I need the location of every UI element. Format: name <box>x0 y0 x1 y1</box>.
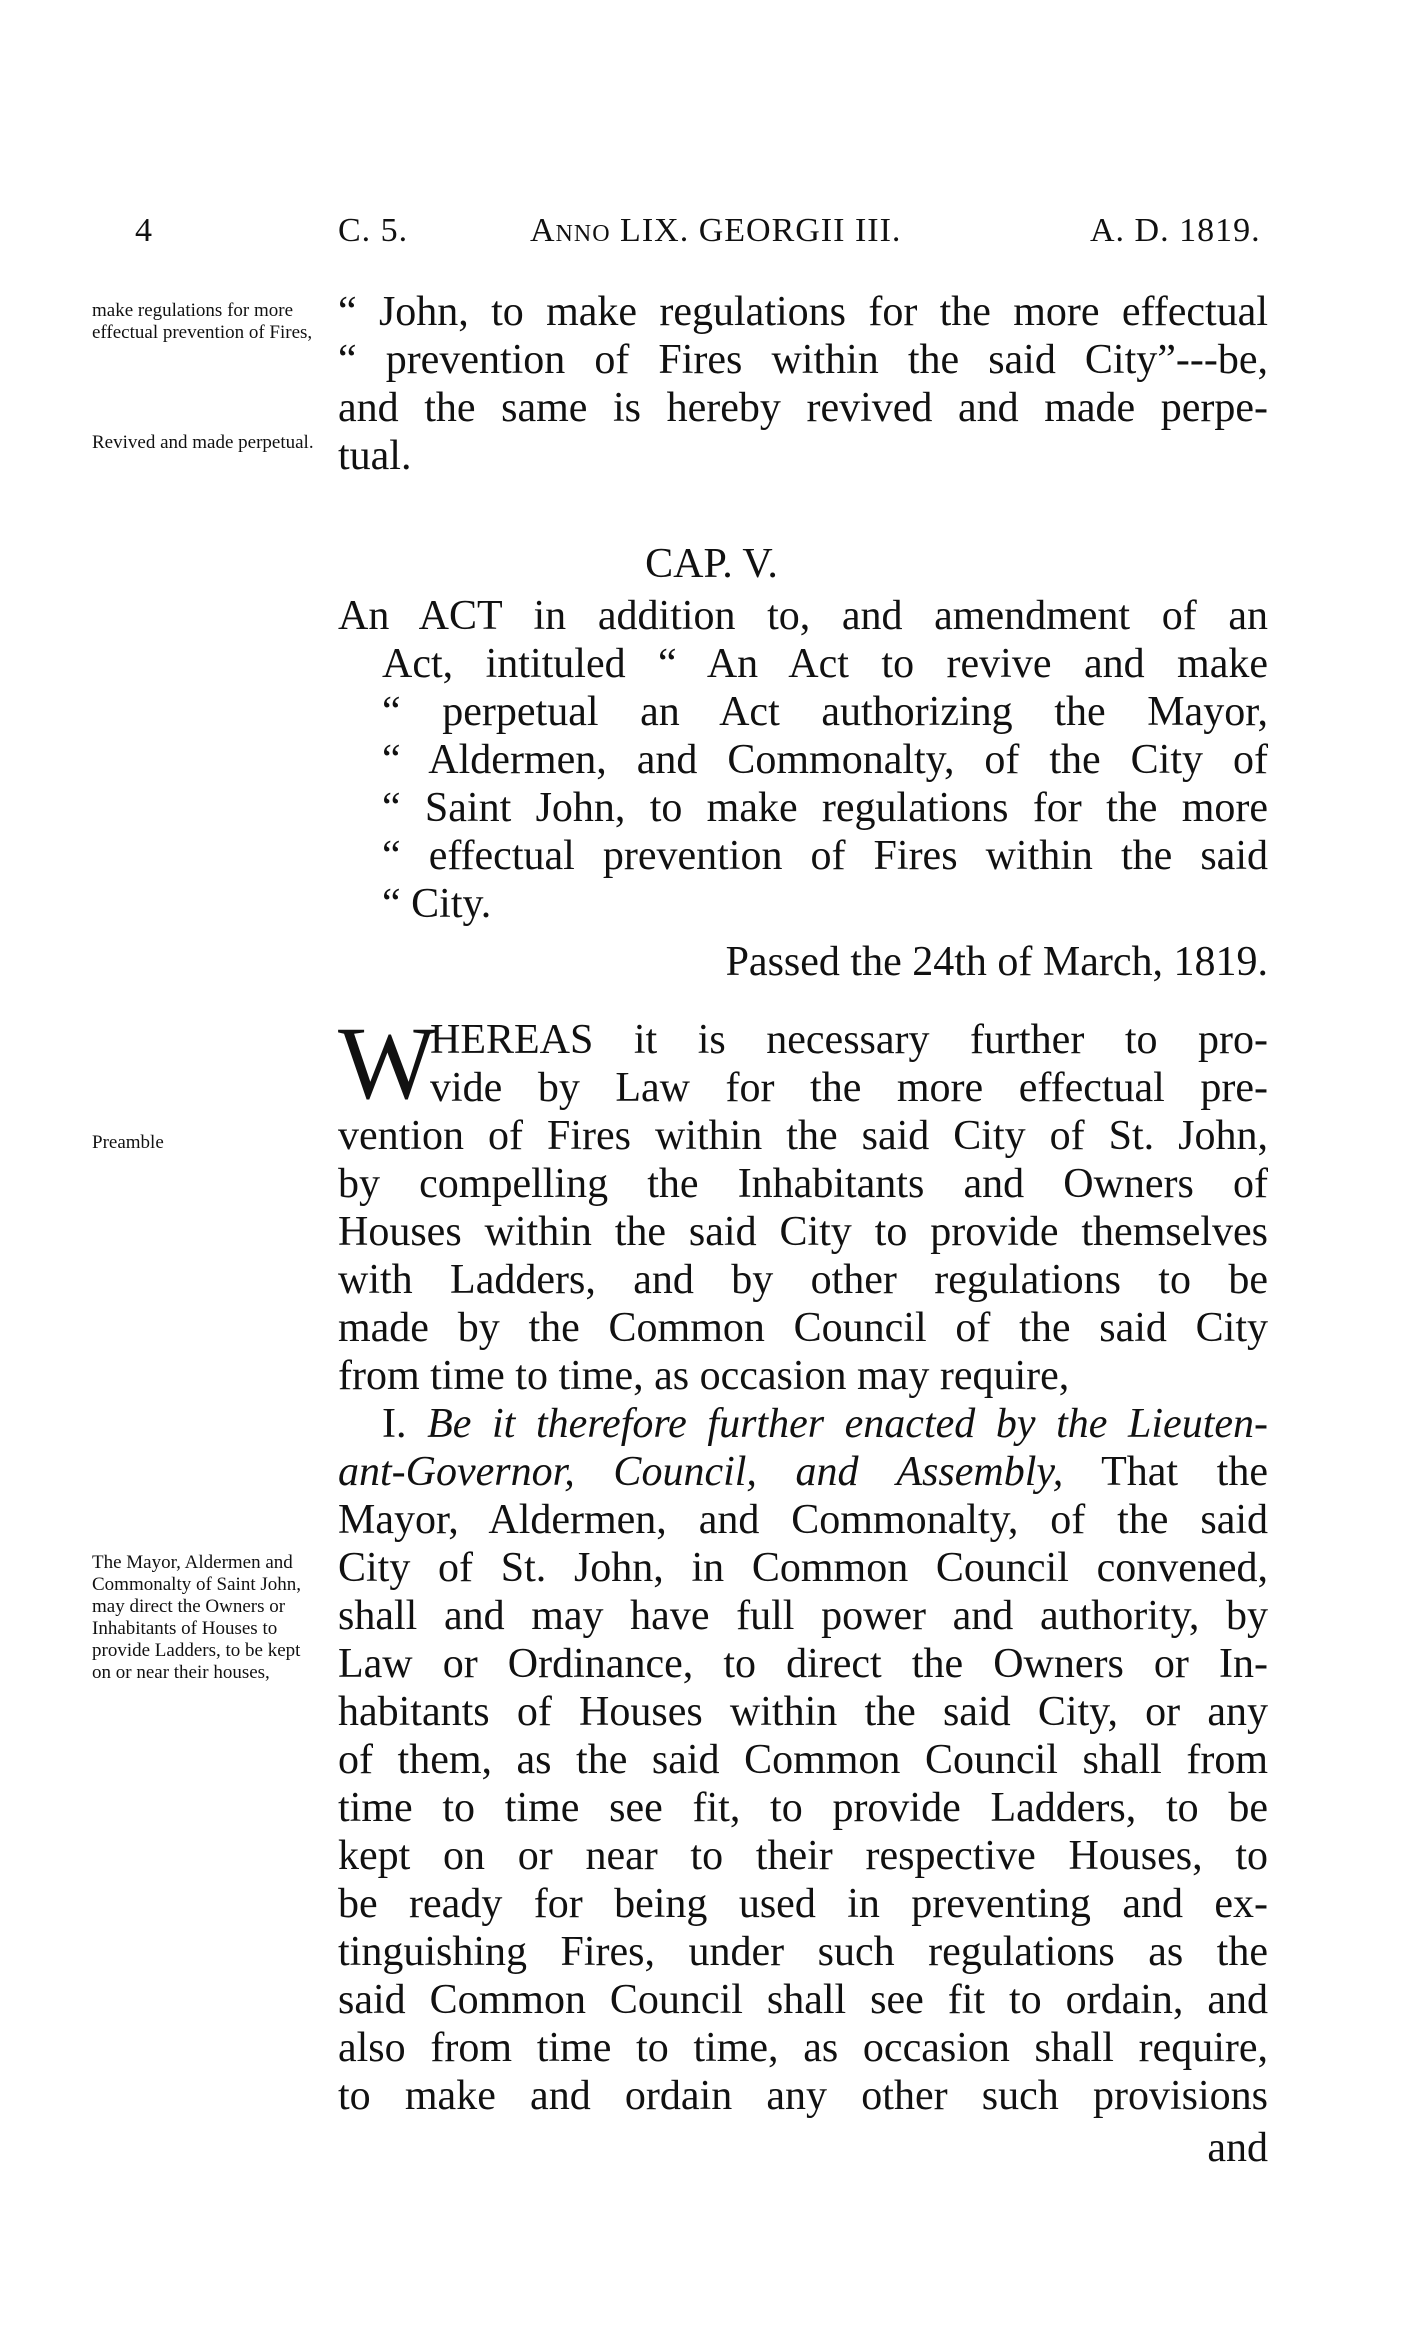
section-1-line-12: tinguishing Fires, under such regulations as the <box>338 1929 1268 1975</box>
section-1-line-6: Law or Ordinance, to direct the Owners or In- <box>338 1641 1268 1687</box>
section-1-line-14: also from time to time, as occasion shall require, <box>338 2025 1268 2071</box>
section-1-line-13: said Common Council shall see fit to ordain, and <box>338 1977 1268 2023</box>
section-1-line-10: kept on or near to their respective Houses, to <box>338 1833 1268 1879</box>
chapter-label: C. 5. <box>338 212 409 249</box>
act-title-line-1: An ACT in addition to, and amendment of an <box>338 593 1268 639</box>
margin-note-mayor: The Mayor, Aldermen and Commonalty of Saint John, may direct the Owners or Inhabitants of Houses to provide Ladders, to be kept on or near their houses, <box>92 1552 301 1683</box>
anno-label: Anno LIX. GEORGII III. <box>530 212 902 249</box>
year-label: A. D. 1819. <box>1090 212 1261 249</box>
section-1-line-9: time to time see fit, to provide Ladders, to be <box>338 1785 1268 1831</box>
section-1-line-1 <box>382 1400 1268 1448</box>
catchword: and <box>1207 2125 1268 2171</box>
section-1-line-7: habitants of Houses within the said City, or any <box>338 1689 1268 1735</box>
preamble-line-1: HEREAS it is necessary further to pro- <box>430 1017 1268 1063</box>
act-title-line-7: “ City. <box>382 881 492 927</box>
section-1-line-4: City of St. John, in Common Council convened, <box>338 1545 1268 1591</box>
section-number: I. <box>382 1401 407 1447</box>
page-number: 4 <box>135 212 153 249</box>
preamble-line-7: made by the Common Council of the said City <box>338 1305 1268 1351</box>
margin-note-regulations: make regulations for more effectual prevention of Fires, <box>92 300 313 343</box>
act-title-line-5: “ Saint John, to make regulations for the more <box>382 785 1268 831</box>
passed-date: Passed the 24th of March, 1819. <box>725 939 1268 985</box>
section-1-line-5: shall and may have full power and authority, by <box>338 1593 1268 1639</box>
opening-line-3: and the same is hereby revived and made perpe- <box>338 385 1268 431</box>
enacting-clause-b: ant-Governor, Council, and Assembly, <box>338 1449 1064 1495</box>
act-title-line-2: Act, intituled “ An Act to revive and make <box>382 641 1268 687</box>
opening-line-1: “ John, to make regulations for the more effectual <box>338 289 1268 335</box>
opening-line-2: “ prevention of Fires within the said City”---be, <box>338 337 1268 383</box>
act-title-line-6: “ effectual prevention of Fires within the said <box>382 833 1268 879</box>
opening-line-4: tual. <box>338 433 412 479</box>
drop-cap: W <box>338 1006 437 1121</box>
section-1-line-2-tail: That the <box>1101 1449 1268 1495</box>
cap-title: CAP. V. <box>645 541 778 587</box>
margin-note-revived: Revived and made perpetual. <box>92 432 314 453</box>
act-title-line-3: “ perpetual an Act authorizing the Mayor, <box>382 689 1268 735</box>
section-1-line-8: of them, as the said Common Council shall from <box>338 1737 1268 1783</box>
section-1-line-15: to make and ordain any other such provisions <box>338 2073 1268 2119</box>
margin-note-preamble: Preamble <box>92 1132 164 1153</box>
preamble-line-2: vide by Law for the more effectual pre- <box>430 1065 1268 1111</box>
preamble-line-3: vention of Fires within the said City of St. John, <box>338 1113 1268 1159</box>
preamble-line-5: Houses within the said City to provide themselves <box>338 1209 1268 1255</box>
preamble-line-8: from time to time, as occasion may require, <box>338 1353 1070 1399</box>
preamble-line-6: with Ladders, and by other regulations to be <box>338 1257 1268 1303</box>
section-1-line-3: Mayor, Aldermen, and Commonalty, of the said <box>338 1497 1268 1543</box>
section-1-line-11: be ready for being used in preventing and ex- <box>338 1881 1268 1927</box>
section-1-line-2 <box>338 1448 1268 1496</box>
preamble-line-4: by compelling the Inhabitants and Owners of <box>338 1161 1268 1207</box>
enacting-clause-a: Be it therefore further enacted by the Lieuten- <box>427 1401 1268 1447</box>
act-title-line-4: “ Aldermen, and Commonalty, of the City of <box>382 737 1268 783</box>
